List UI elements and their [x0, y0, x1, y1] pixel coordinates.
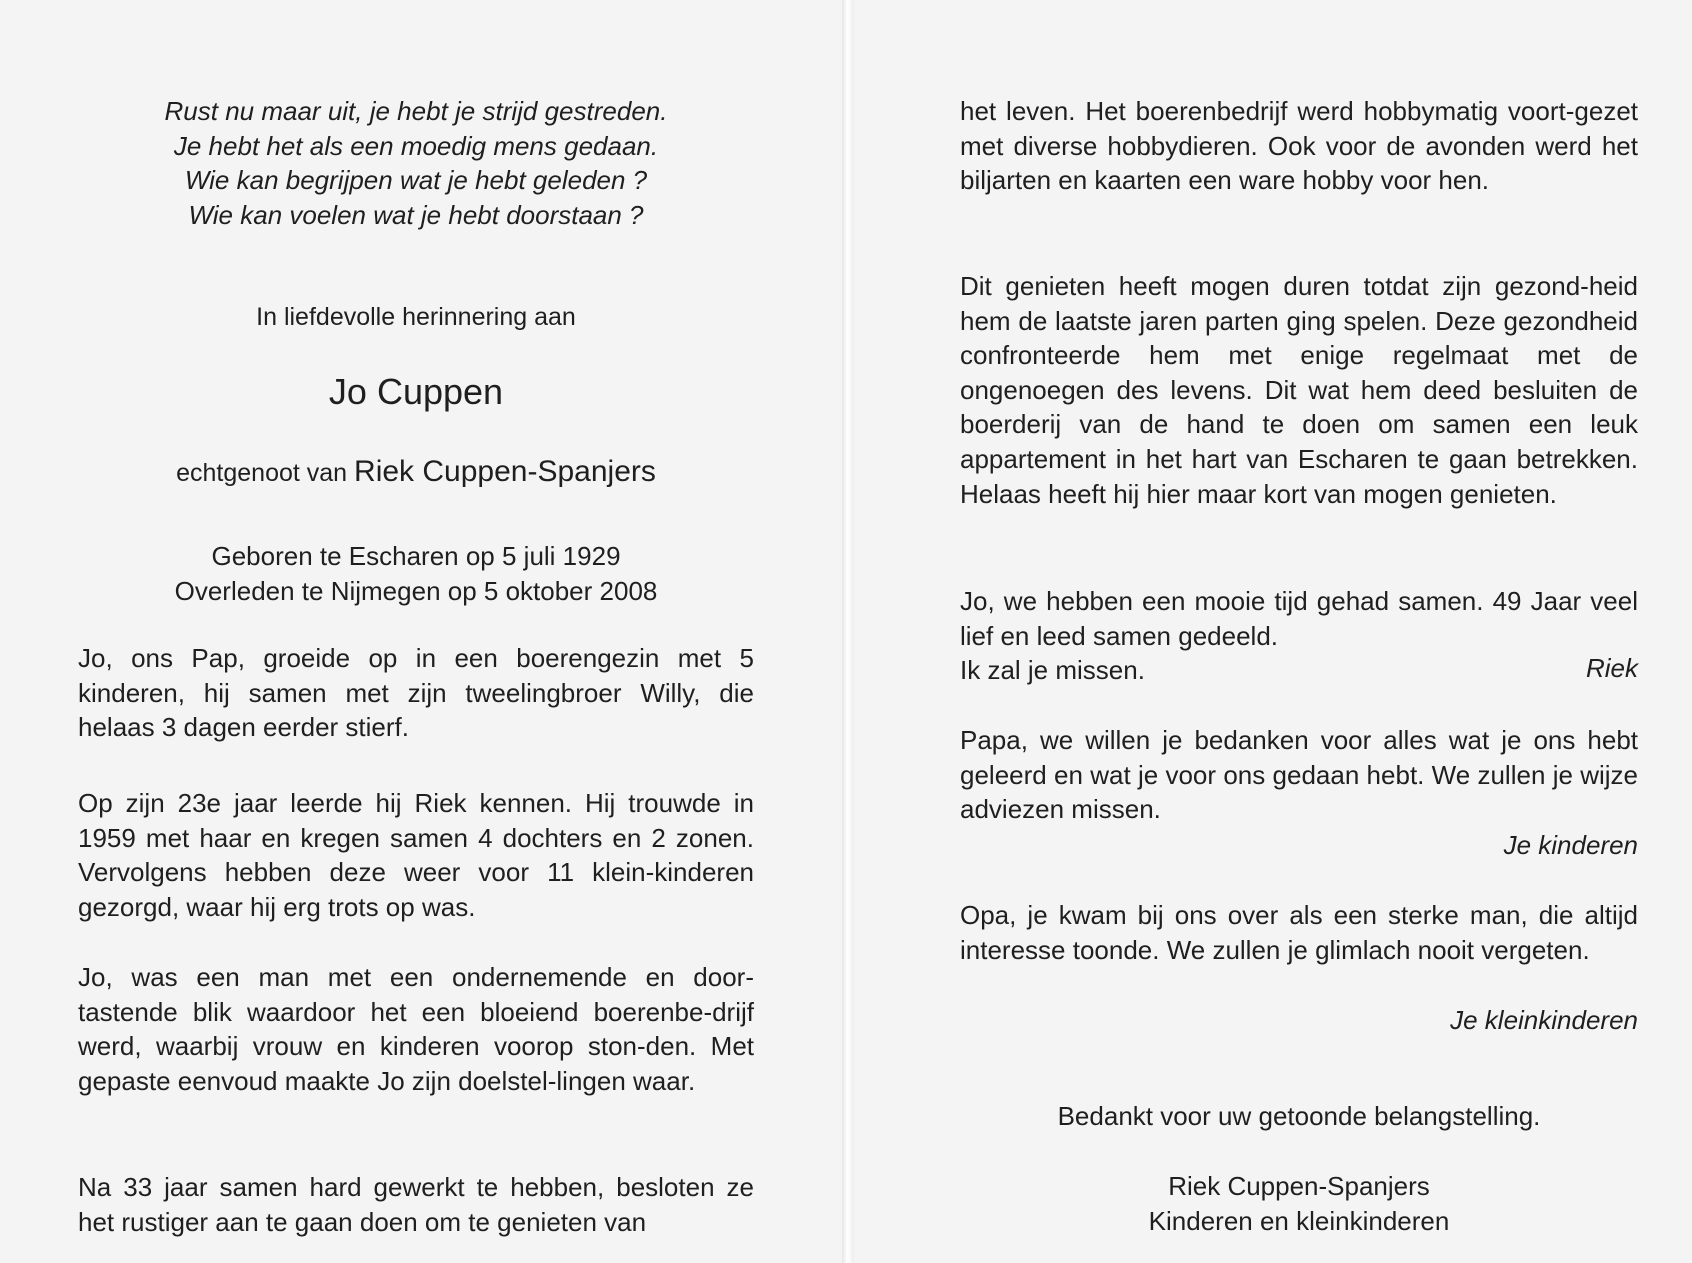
thanks-text: Bedankt voor uw getoonde belangstelling.	[1057, 1101, 1541, 1131]
poem	[78, 94, 754, 232]
death-line: Overleden te Nijmegen op 5 oktober 2008	[174, 576, 658, 606]
signature-riek: Riek	[1585, 653, 1638, 683]
message-paragraph: Jo, we hebben een mooie tijd gehad samen. 49 Jaar veel lief en leed samen gedeeld.	[960, 586, 1638, 651]
life-dates	[78, 539, 754, 609]
birth-line: Geboren te Escharen op 5 juli 1929	[211, 541, 621, 571]
card-fold	[842, 0, 854, 1263]
bio-paragraph: Jo, ons Pap, groeide op in een boerengezin met 5 kinderen, hij samen met zijn tweelingbroer Willy, die helaas 3 dagen eerder stierf.	[78, 643, 754, 743]
closing-family: Kinderen en kleinkinderen	[1148, 1206, 1450, 1236]
message-paragraph: Opa, je kwam bij ons over als een sterke man, die altijd interesse toonde. We zullen je glimlach nooit vergeten.	[960, 900, 1638, 965]
poem-line: Je hebt het als een moedig mens gedaan.	[173, 130, 659, 161]
bio-paragraph: Op zijn 23e jaar leerde hij Riek kennen. Hij trouwde in 1959 met haar en kregen samen 4 dochters en 2 zonen. Vervolgens hebben deze weer voor 11 klein-kinderen gezorgd, waar hij erg trots op was.	[78, 788, 754, 922]
poem-line: Wie kan voelen wat je hebt doorstaan ?	[188, 199, 644, 230]
message-line: Ik zal je missen.	[960, 655, 1145, 685]
bio-paragraph: Dit genieten heeft mogen duren totdat zijn gezond-heid hem de laatste jaren parten ging spelen. Deze gezondheid confronteerde hem met enige regelmaat met de ongenoegen des levens. Dit wat hem deed besluiten de boerderij van de hand te doen om samen een leuk appartement in het hart van Escharen te gaan betrekken. Helaas heeft hij hier maar kort van mogen genieten.	[960, 271, 1638, 509]
spouse-line	[78, 455, 754, 489]
signature-grandchildren: Je kleinkinderen	[1450, 1005, 1638, 1035]
bio-paragraph: Jo, was een man met een ondernemende en door-tastende blik waardoor het een bloeiend boerenbe-drijf werd, waarbij vrouw en kinderen voorop ston-den. Met gepaste eenvoud maakte Jo zijn doelstel-lingen waar.	[78, 962, 754, 1096]
signature-children: Je kinderen	[1503, 830, 1638, 860]
deceased-name: Jo Cuppen	[328, 371, 504, 412]
bio-paragraph: het leven. Het boerenbedrijf werd hobbymatig voort-gezet met diverse hobbydieren. Ook voor de avonden werd het biljarten en kaarten een ware hobby voor hen.	[960, 96, 1638, 196]
bio-paragraph: Na 33 jaar samen hard gewerkt te hebben, besloten ze het rustiger aan te gaan doen om te genieten van	[78, 1172, 754, 1237]
message-paragraph: Papa, we willen je bedanken voor alles wat je ons hebt geleerd en wat je voor ons gedaan hebt. We zullen je wijze adviezen missen.	[960, 725, 1638, 825]
spouse-prefix: echtgenoot van	[176, 459, 348, 487]
poem-line: Wie kan begrijpen wat je hebt geleden ?	[184, 165, 648, 195]
intro-text: In liefdevolle herinnering aan	[256, 303, 576, 331]
spouse-name: Riek Cuppen-Spanjers	[354, 455, 656, 488]
closing-name: Riek Cuppen-Spanjers	[1168, 1171, 1430, 1201]
poem-line: Rust nu maar uit, je hebt je strijd gestreden.	[164, 96, 668, 126]
